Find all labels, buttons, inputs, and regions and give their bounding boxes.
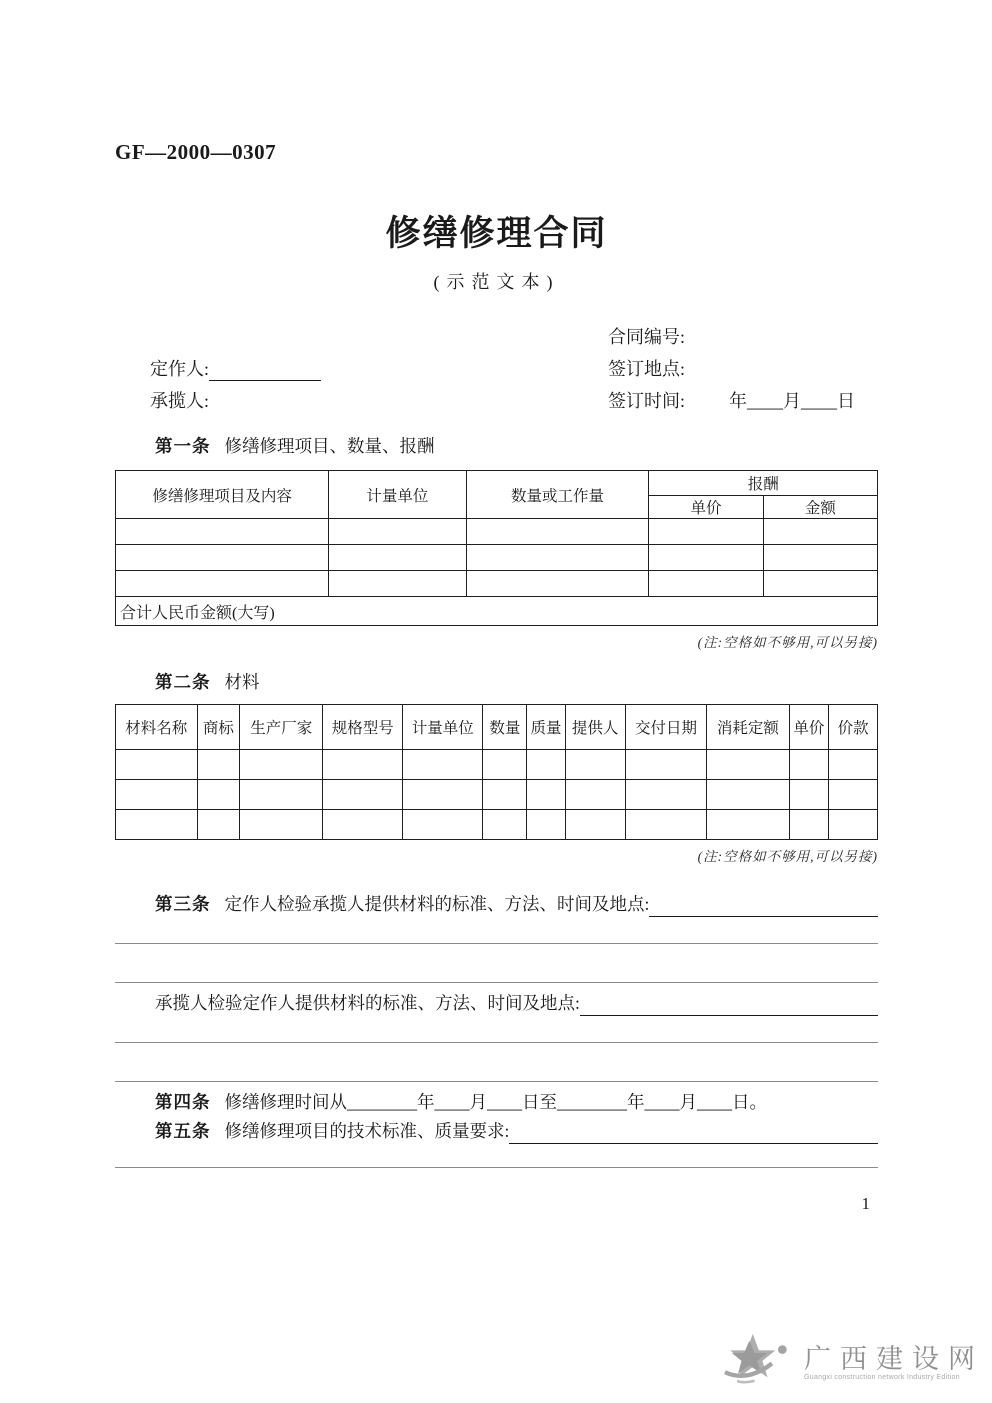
table-cell xyxy=(763,519,877,545)
contract-no-label: 合同编号: xyxy=(608,327,686,347)
table-cell xyxy=(527,750,565,780)
column-header-provider: 提供人 xyxy=(565,705,625,750)
table-cell xyxy=(763,571,877,597)
contractor-check-blank-line xyxy=(580,997,878,1016)
table-cell xyxy=(116,780,198,810)
column-header-trademark: 商标 xyxy=(197,705,240,750)
table-row xyxy=(116,571,878,597)
article2-label: 第二条 xyxy=(155,672,211,692)
table-cell xyxy=(829,750,878,780)
writing-rule-line xyxy=(115,917,878,944)
table-cell xyxy=(323,810,403,840)
column-header-unit-price: 单价 xyxy=(789,705,829,750)
table-cell xyxy=(649,519,763,545)
table-cell xyxy=(403,810,483,840)
article1-label: 第一条 xyxy=(155,436,211,456)
table-cell xyxy=(240,780,323,810)
column-header-item: 修缮修理项目及内容 xyxy=(116,471,329,519)
table-row xyxy=(116,519,878,545)
table-cell xyxy=(329,571,466,597)
sign-place-row xyxy=(608,355,878,381)
table-row xyxy=(116,545,878,571)
writing-rule-line xyxy=(115,1043,878,1082)
document-title: 修缮修理合同 xyxy=(385,214,608,253)
column-header-amount: 金额 xyxy=(763,496,877,519)
article3-paragraph xyxy=(115,892,878,917)
writing-rule-line xyxy=(115,1144,878,1168)
table-cell xyxy=(707,810,789,840)
writing-rule-line xyxy=(115,944,878,983)
column-header-workload: 数量或工作量 xyxy=(466,471,649,519)
table-cell xyxy=(829,780,878,810)
table-cell xyxy=(763,545,877,571)
orderer-row xyxy=(115,355,608,381)
page-number: 1 xyxy=(861,1194,870,1213)
table-cell xyxy=(116,545,329,571)
repair-items-table xyxy=(115,470,878,626)
table-cell xyxy=(625,780,707,810)
table-cell xyxy=(483,750,527,780)
writing-rule-line xyxy=(115,1016,878,1043)
column-header-unit: 计量单位 xyxy=(329,471,466,519)
contract-meta-block xyxy=(115,320,878,416)
table-cell xyxy=(625,750,707,780)
table-cell xyxy=(466,545,649,571)
column-header-material-name: 材料名称 xyxy=(116,705,198,750)
column-header-reward: 报酬 xyxy=(649,471,878,496)
table-cell xyxy=(323,780,403,810)
table-cell xyxy=(116,571,329,597)
table-cell xyxy=(483,810,527,840)
table-cell xyxy=(116,750,198,780)
watermark-tagline: Guangxi construction network Industry Edition xyxy=(804,1374,960,1381)
table-cell xyxy=(116,810,198,840)
column-header-price: 价款 xyxy=(829,705,878,750)
table-cell xyxy=(565,810,625,840)
column-header-quality: 质量 xyxy=(527,705,565,750)
orderer-blank-line xyxy=(209,360,321,381)
sign-place-label: 签订地点: xyxy=(608,359,686,379)
table-cell xyxy=(329,545,466,571)
table-cell xyxy=(483,780,527,810)
table-cell xyxy=(649,545,763,571)
article2-title: 材料 xyxy=(224,672,260,692)
table-cell xyxy=(197,810,240,840)
table-row xyxy=(116,810,878,840)
table-cell xyxy=(527,810,565,840)
article5-label: 第五条 xyxy=(155,1121,211,1141)
table-cell xyxy=(707,780,789,810)
sign-time-blank: 年____月____日 xyxy=(729,391,856,411)
sign-time-label: 签订时间: xyxy=(608,391,686,411)
article3-orderer-check-text: 定作人检验承揽人提供材料的标准、方法、时间及地点: xyxy=(224,894,650,914)
column-header-spec-model: 规格型号 xyxy=(323,705,403,750)
table-cell xyxy=(789,750,829,780)
table-cell xyxy=(403,750,483,780)
column-header-delivery-date: 交付日期 xyxy=(625,705,707,750)
article4-paragraph xyxy=(115,1090,878,1115)
article4-label: 第四条 xyxy=(155,1092,211,1112)
table-cell xyxy=(240,750,323,780)
table-cell xyxy=(649,571,763,597)
contractor-check-paragraph xyxy=(115,991,878,1016)
table-cell xyxy=(829,810,878,840)
table-cell xyxy=(527,780,565,810)
contractor-label: 承揽人: xyxy=(150,391,210,411)
contract-no-row xyxy=(608,323,878,349)
table-cell xyxy=(403,780,483,810)
table-cell xyxy=(240,810,323,840)
article1-title: 修缮修理项目、数量、报酬 xyxy=(224,436,435,456)
table-cell xyxy=(707,750,789,780)
column-header-manufacturer: 生产厂家 xyxy=(240,705,323,750)
table-cell xyxy=(625,810,707,840)
watermark-text-block xyxy=(804,1344,984,1381)
table-cell xyxy=(466,519,649,545)
document-code: GF—2000—0307 xyxy=(115,140,277,164)
site-watermark xyxy=(718,1332,984,1393)
column-header-consumption-quota: 消耗定额 xyxy=(707,705,789,750)
star-logo-icon xyxy=(718,1332,798,1393)
table-cell xyxy=(466,571,649,597)
table-cell xyxy=(565,780,625,810)
article5-text: 修缮修理项目的技术标准、质量要求: xyxy=(224,1121,510,1141)
column-header-measure-unit: 计量单位 xyxy=(403,705,483,750)
total-row xyxy=(116,597,878,626)
materials-table xyxy=(115,704,878,840)
table-cell xyxy=(197,780,240,810)
contractor-check-text: 承揽人检验定作人提供材料的标准、方法、时间及地点: xyxy=(155,993,580,1013)
table-cell xyxy=(197,750,240,780)
article3-blank-line xyxy=(649,898,878,917)
article5-blank-line xyxy=(509,1125,878,1144)
article3-label: 第三条 xyxy=(155,894,211,914)
contractor-row xyxy=(115,387,608,413)
table-row xyxy=(116,780,878,810)
table-cell xyxy=(329,519,466,545)
document-subtitle: (示范文本) xyxy=(433,272,560,292)
table-row xyxy=(116,750,878,780)
column-header-unit-price: 单价 xyxy=(649,496,763,519)
article2-heading xyxy=(115,670,878,694)
table-cell xyxy=(116,519,329,545)
article4-text: 修缮修理时间从________年____月____日至________年____月____日。 xyxy=(224,1092,767,1112)
article1-heading xyxy=(115,434,878,458)
sign-time-row xyxy=(608,387,878,413)
table-cell xyxy=(789,810,829,840)
column-header-quantity: 数量 xyxy=(483,705,527,750)
table2-note: (注:空格如不够用,可以另接) xyxy=(697,849,878,864)
orderer-label: 定作人: xyxy=(150,359,210,379)
table-cell xyxy=(565,750,625,780)
table-cell xyxy=(789,780,829,810)
table1-note: (注:空格如不够用,可以另接) xyxy=(697,635,878,650)
article5-paragraph xyxy=(115,1119,878,1144)
watermark-site-name: 广西建设网 xyxy=(804,1344,984,1374)
table-cell xyxy=(323,750,403,780)
total-label-cell: 合计人民币金额(大写) xyxy=(116,597,878,626)
